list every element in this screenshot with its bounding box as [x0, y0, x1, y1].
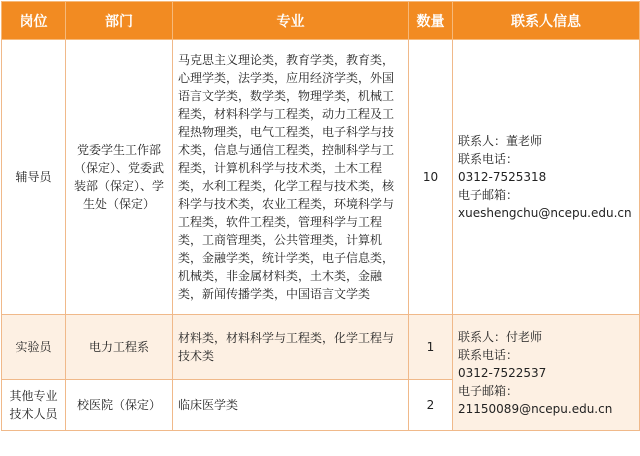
table-row [2, 40, 640, 315]
majors-cell: 临床医学类 [173, 380, 409, 431]
position-cell: 其他专业技术人员 [2, 380, 66, 431]
recruitment-table [1, 1, 640, 431]
department-cell: 校医院（保定） [66, 380, 173, 431]
contact-cell [453, 40, 640, 315]
header-position: 岗位 [2, 2, 66, 40]
contact-name: 联系人：付老师 [458, 329, 543, 344]
contact-email: 21150089@ncepu.edu.cn [458, 401, 613, 416]
position-cell: 实验员 [2, 315, 66, 380]
contact-phone-label: 联系电话： [458, 347, 519, 362]
table-row [2, 315, 640, 380]
contact-email-label: 电子邮箱： [458, 383, 519, 398]
header-contact: 联系人信息 [453, 2, 640, 40]
contact-phone: 0312-7522537 [458, 365, 547, 380]
majors-cell: 马克思主义理论类，教育学类，教育类，心理学类，法学类，应用经济学类，外国语言文学类，数学类，物理学类，机械工程类，材料科学与工程类，动力工程及工程热物理类，电气工程类，电子科学与技术类，信息与通信工程类，控制科学与工程类，计算机科学与技术类，土木工程类，水利工程类，化学工程与技术类，核科学与技术类，农业工程类，环境科学与工程类，软件工程类，管理科学与工程类，工商管理类，公共管理类，计算机类，金融学类，统计学类，电子信息类，机械类，非金属材料类，土木类，金融类，新闻传播学类，中国语言文学类 [173, 40, 409, 315]
contact-cell [453, 315, 640, 431]
contact-email-label: 电子邮箱： [458, 188, 519, 202]
department-cell: 电力工程系 [66, 315, 173, 380]
majors-cell: 材料类，材料科学与工程类，化学工程与技术类 [173, 315, 409, 380]
contact-name: 联系人：董老师 [458, 134, 543, 148]
contact-email: xueshengchu@ncepu.edu.cn [458, 206, 632, 220]
header-row [2, 2, 640, 40]
count-cell: 2 [409, 380, 453, 431]
header-majors: 专业 [173, 2, 409, 40]
department-cell: 党委学生工作部（保定）、党委武装部（保定）、学生处（保定） [66, 40, 173, 315]
header-department: 部门 [66, 2, 173, 40]
header-count: 数量 [409, 2, 453, 40]
position-cell: 辅导员 [2, 40, 66, 315]
count-cell: 10 [409, 40, 453, 315]
contact-phone: 0312-7525318 [458, 170, 547, 184]
contact-phone-label: 联系电话： [458, 152, 519, 166]
count-cell: 1 [409, 315, 453, 380]
